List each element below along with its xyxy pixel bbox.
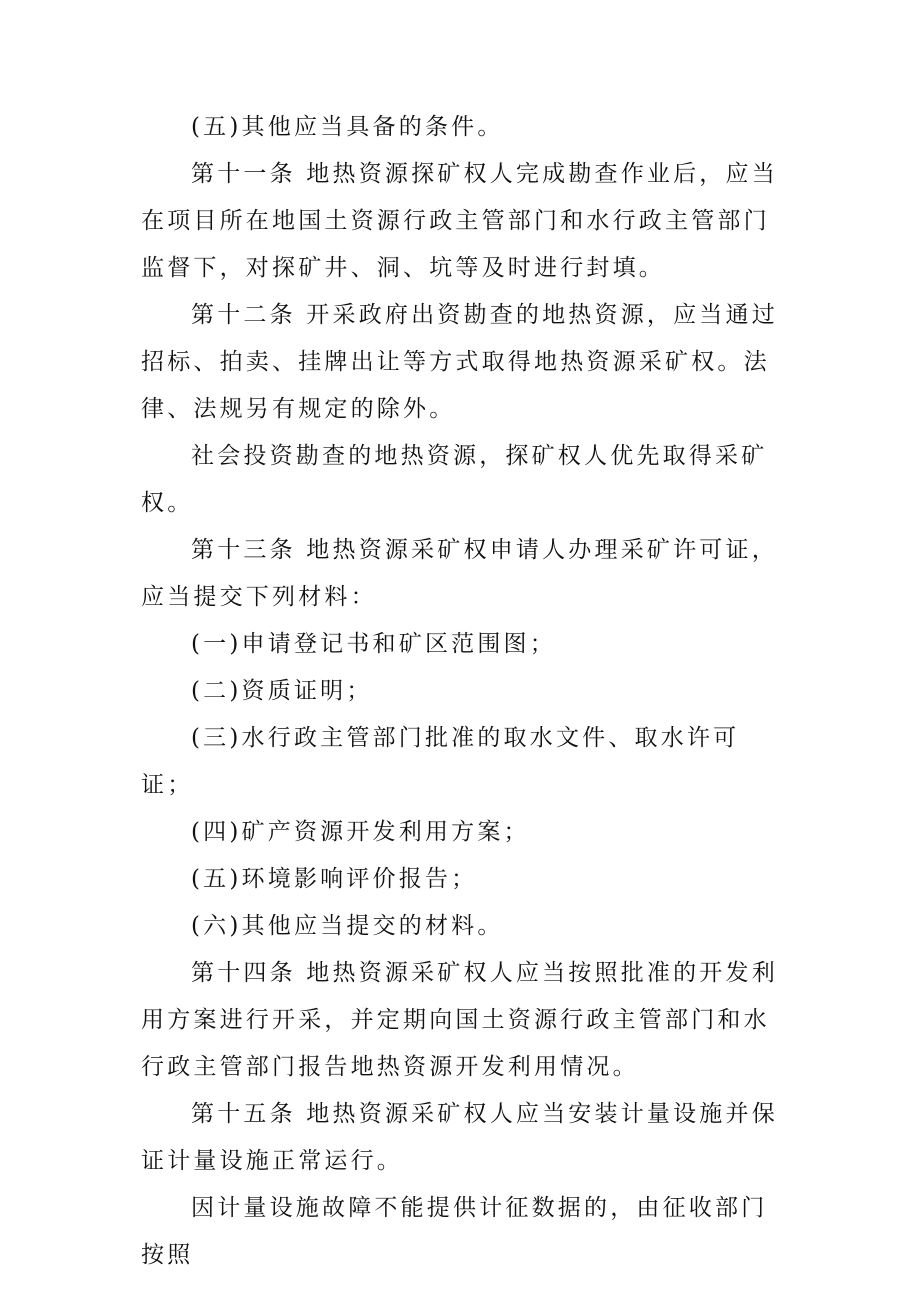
list-item-2: (二)资质证明； [191, 678, 373, 704]
article-15: 第十五条 地热资源采矿权人应当安装计量设施并保证计量设施正常运行。 [141, 1101, 778, 1174]
list-item-1: (一)申请登记书和矿区范围图； [191, 631, 556, 657]
paragraph-social-investment: 社会投资勘查的地热资源，探矿权人优先取得采矿权。 [141, 443, 768, 516]
list-item-6: (六)其他应当提交的材料。 [191, 913, 504, 939]
paragraph-metering-failure: 因计量设施故障不能提供计征数据的，由征收部门按照 [141, 1195, 768, 1268]
document-body [141, 104, 781, 1279]
article-13: 第十三条 地热资源采矿权申请人办理采矿许可证，应当提交下列材料： [141, 537, 778, 610]
article-12: 第十二条 开采政府出资勘查的地热资源，应当通过招标、拍卖、挂牌出让等方式取得地热资源采矿权。法律、法规另有规定的除外。 [141, 302, 778, 422]
list-item-5: (五)环境影响评价报告； [191, 866, 478, 892]
list-item-3: (三)水行政主管部门批准的取水文件、取水许可证； [141, 725, 740, 798]
list-item-4: (四)矿产资源开发利用方案； [191, 819, 530, 845]
paragraph-item-5-other-conditions: (五)其他应当具备的条件。 [191, 114, 504, 140]
article-14: 第十四条 地热资源采矿权人应当按照批准的开发利用方案进行开采，并定期向国土资源行政主管部门和水行政主管部门报告地热资源开发利用情况。 [141, 960, 778, 1080]
article-11: 第十一条 地热资源探矿权人完成勘查作业后，应当在项目所在地国土资源行政主管部门和水行政主管部门监督下，对探矿井、洞、坑等及时进行封填。 [141, 161, 778, 281]
